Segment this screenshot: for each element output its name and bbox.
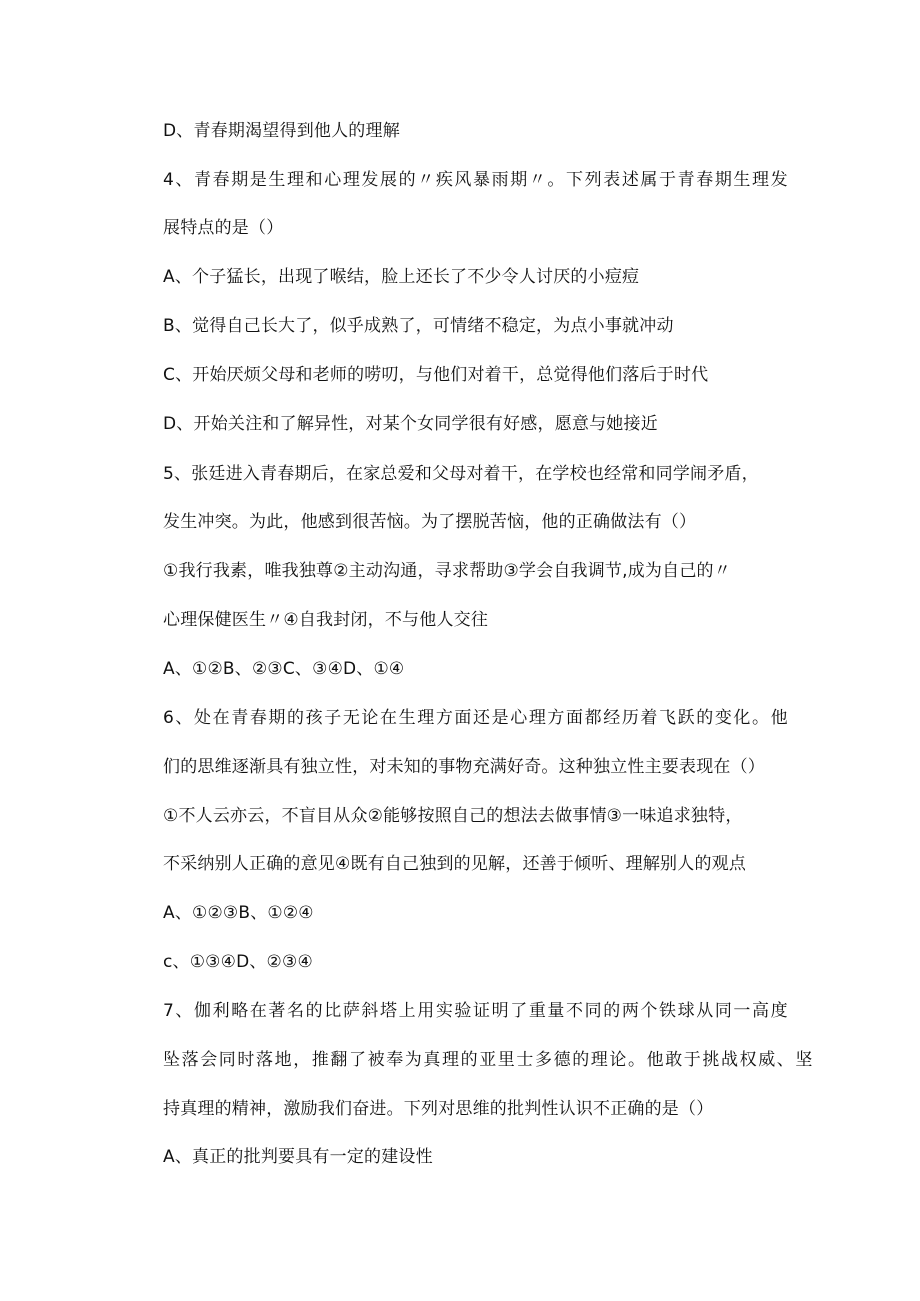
question-4-line-1: 4、青春期是生理和心理发展的〃疾风暴雨期〃。下列表述属于青春期生理发 [163,170,790,190]
question-7-line-3: 持真理的精神，激励我们奋进。下列对思维的批判性认识不正确的是（） [163,1099,714,1119]
question-6-options-cd: c、①③④D、②③④ [163,952,313,972]
question-5-line-2: 发生冲突。为此，他感到很苦恼。为了摆脱苦恼，他的正确做法有（） [163,512,697,532]
question-5-line-1: 5、张廷进入青春期后，在家总爱和父母对着干，在学校也经常和同学闹矛盾， [163,464,759,484]
question-4-line-2: 展特点的是（） [163,218,284,238]
option-d-q3: D、青春期渴望得到他人的理解 [163,121,400,141]
question-6-statements-line-1: ①不人云亦云，不盲目从众②能够按照自己的想法去做事情③一味追求独特， [163,806,743,826]
question-5-options: A、①②B、②③C、③④D、①④ [163,659,405,679]
question-6-line-1: 6、处在青春期的孩子无论在生理方面还是心理方面都经历着飞跃的变化。他 [163,708,790,728]
option-a-q4: A、个子猛长，出现了喉结，脸上还长了不少令人讨厌的小痘痘 [163,267,640,287]
question-7-line-2: 坠落会同时落地，推翻了被奉为真理的亚里士多德的理论。他敢于挑战权威、坚 [163,1050,814,1070]
question-5-statements-line-1: ①我行我素，唯我独尊②主动沟通，寻求帮助③学会自我调节,成为自己的〃 [163,561,731,581]
question-6-options-ab: A、①②③B、①②④ [163,903,314,923]
question-7-line-1: 7、伽利略在著名的比萨斜塔上用实验证明了重量不同的两个铁球从同一高度 [163,1001,790,1021]
option-b-q4: B、觉得自己长大了，似乎成熟了，可情绪不稳定，为点小事就冲动 [163,316,674,336]
option-a-q7: A、真正的批判要具有一定的建设性 [163,1147,433,1167]
option-d-q4: D、开始关注和了解异性，对某个女同学很有好感，愿意与她接近 [163,414,658,434]
question-6-statements-line-2: 不采纳别人正确的意见④既有自己独到的见解，还善于倾听、理解别人的观点 [163,854,747,874]
question-6-line-2: 们的思维逐渐具有独立性，对未知的事物充满好奇。这种独立性主要表现在（） [163,757,765,777]
question-5-statements-line-2: 心理保健医生〃④自我封闭，不与他人交往 [163,610,489,630]
option-c-q4: C、开始厌烦父母和老师的唠叨，与他们对着干，总觉得他们落后于时代 [163,365,709,385]
